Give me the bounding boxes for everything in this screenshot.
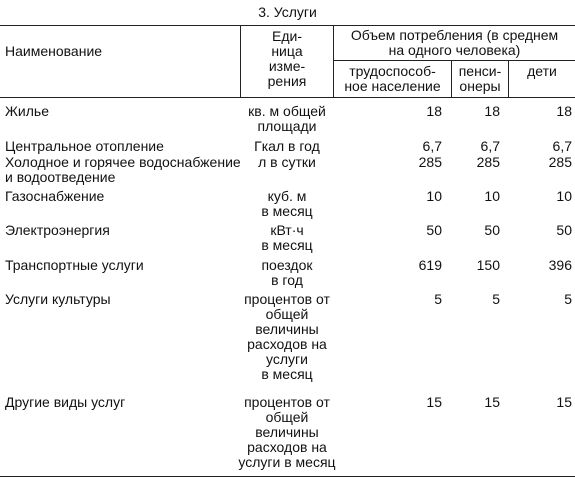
header-unit-line: Еди- — [272, 28, 302, 44]
row-unit — [241, 104, 333, 134]
row-name — [5, 292, 240, 307]
row-working-value: 18 — [426, 103, 442, 119]
row-unit-line: процентов от — [244, 291, 330, 307]
header-pensioners-line: онеры — [459, 78, 501, 94]
row-unit-line: поездок — [261, 257, 313, 273]
row-children-value: 50 — [556, 222, 572, 238]
row-pensioners-value: 18 — [484, 103, 500, 119]
row-unit — [241, 258, 333, 288]
row-unit-line: Гкал в год — [254, 138, 320, 154]
row-working-value: 6,7 — [422, 138, 442, 154]
header-unit-line: изме- — [268, 58, 306, 74]
row-children-value: 10 — [556, 188, 572, 204]
row-children-value: 5 — [564, 291, 572, 307]
row-unit-line: услуги — [266, 351, 308, 367]
header-working-line: трудоспособ- — [349, 63, 436, 79]
row-working-value: 15 — [426, 394, 442, 410]
header-pensioners-line: пенси- — [458, 63, 502, 79]
row-working-value: 5 — [434, 291, 442, 307]
row-children-value: 285 — [548, 154, 572, 170]
row-pensioners-value: 50 — [484, 222, 500, 238]
row-unit-line: л в сутки — [258, 154, 316, 170]
row-unit — [241, 223, 333, 253]
row-name-line: Транспортные услуги — [5, 257, 144, 273]
row-unit-line: общей — [265, 306, 309, 322]
table-bottom-rule — [0, 476, 575, 477]
row-name — [5, 104, 240, 119]
row-unit — [241, 155, 333, 170]
header-name: Наименование — [5, 43, 103, 59]
row-name-line: и водоотведение — [5, 169, 116, 185]
row-working-value: 285 — [418, 154, 442, 170]
row-unit-line: расходов на — [247, 439, 327, 455]
header-consumption-line: Объем потребления (в среднем — [350, 27, 559, 43]
row-unit — [241, 189, 333, 219]
row-name — [5, 395, 240, 410]
header-unit-line: рения — [267, 73, 307, 89]
row-unit — [234, 395, 340, 470]
row-pensioners-value: 10 — [484, 188, 500, 204]
row-unit-line: общей — [265, 409, 309, 425]
header-unit — [241, 29, 333, 89]
row-unit-line: в месяц — [261, 203, 313, 219]
row-name — [5, 189, 240, 204]
row-pensioners-value: 6,7 — [480, 138, 500, 154]
header-bottom-rule — [0, 97, 575, 98]
row-name-line: Электроэнергия — [5, 222, 110, 238]
row-name — [5, 139, 240, 154]
table-caption: 3. Услуги — [258, 4, 317, 20]
header-unit-line: ница — [271, 43, 303, 59]
header-consumption-line: на одного человека) — [388, 42, 521, 58]
row-pensioners-value: 285 — [476, 154, 500, 170]
row-working-value: 619 — [418, 257, 442, 273]
header-children: дети — [527, 63, 557, 79]
row-unit-line: величины — [255, 424, 319, 440]
row-name-line: Другие виды услуг — [5, 394, 126, 410]
row-unit-line: величины — [255, 321, 319, 337]
header-consumption-group — [334, 28, 575, 58]
row-unit — [238, 292, 336, 382]
header-working-population — [334, 64, 451, 94]
header-working-line: ное население — [344, 78, 441, 94]
row-working-value: 10 — [426, 188, 442, 204]
row-children-value: 18 — [556, 103, 572, 119]
row-children-value: 6,7 — [552, 138, 572, 154]
row-pensioners-value: 15 — [484, 394, 500, 410]
row-children-value: 396 — [548, 257, 572, 273]
row-unit-line: в месяц — [261, 237, 313, 253]
row-unit-line: в месяц — [261, 366, 313, 382]
row-pensioners-value: 150 — [476, 257, 500, 273]
row-unit-line: площади — [257, 118, 317, 134]
row-unit-line: куб. м — [267, 188, 307, 204]
row-unit-line: услуги в месяц — [238, 454, 336, 470]
row-unit-line: кв. м общей — [248, 103, 326, 119]
row-children-value: 15 — [556, 394, 572, 410]
row-unit — [241, 139, 333, 154]
row-unit-line: кВт·ч — [270, 222, 304, 238]
group-header-rule — [333, 60, 575, 61]
row-name — [5, 155, 245, 185]
header-top-rule — [0, 25, 575, 26]
row-name-line: Жилье — [5, 103, 49, 119]
row-name — [5, 223, 240, 238]
row-working-value: 50 — [426, 222, 442, 238]
row-name-line: Газоснабжение — [5, 188, 105, 204]
row-pensioners-value: 5 — [492, 291, 500, 307]
row-name-line: Центральное отопление — [5, 138, 164, 154]
row-name — [5, 258, 240, 273]
row-unit-line: расходов на — [247, 336, 327, 352]
row-name-line: Услуги культуры — [5, 291, 111, 307]
row-name-line: Холодное и горячее водоснабжение — [5, 154, 241, 170]
row-unit-line: процентов от — [244, 394, 330, 410]
header-pensioners — [452, 64, 508, 94]
row-unit-line: в год — [271, 272, 303, 288]
